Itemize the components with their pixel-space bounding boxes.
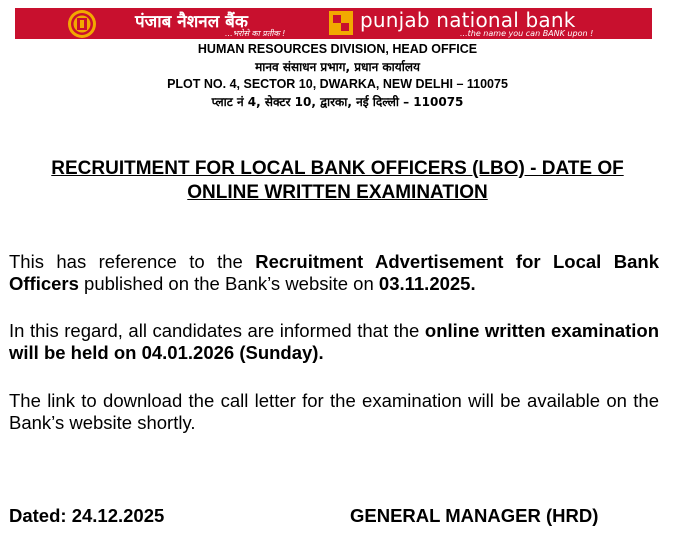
para2-text-a: In this regard, all candidates are informed that the	[9, 320, 425, 341]
dated-label: Dated: 24.12.2025	[9, 505, 165, 526]
para1-text-b: published on the Bank’s website on	[78, 273, 379, 294]
paragraph-exam-date	[9, 320, 659, 364]
tagline-hindi: ...भरोसे का प्रतीक !	[225, 29, 286, 38]
paragraph-call-letter: The link to download the call letter for the examination will be available on the Bank’s website shortly.	[9, 390, 659, 433]
bank-name-english: punjab national bank	[360, 8, 576, 32]
notice-title-line-2: ONLINE WRITTEN EXAMINATION	[187, 182, 488, 203]
pnb-emblem-icon	[67, 9, 97, 39]
office-address: PLOT NO. 4, SECTOR 10, DWARKA, NEW DELHI – 110075	[167, 77, 508, 91]
para1-advertisement-date: 03.11.2025.	[378, 273, 476, 294]
signatory: GENERAL MANAGER (HRD)	[350, 505, 599, 526]
office-address-block	[0, 41, 675, 111]
division-name-hindi: मानव संसाधन प्रभाग, प्रधान कार्यालय	[255, 59, 420, 74]
notice-footer	[9, 505, 659, 529]
para2-exam-date: online written examination will be held on 04.01.2026 (Sunday).	[9, 320, 660, 363]
notice-title-line-1: RECRUITMENT FOR LOCAL BANK OFFICERS (LBO) - DATE OF	[51, 158, 624, 179]
tagline-english: ...the name you can BANK upon !	[460, 29, 594, 38]
notice-title	[0, 157, 675, 205]
paragraph-reference	[9, 251, 659, 295]
bank-name-hindi: पंजाब नैशनल बैंक	[135, 12, 248, 32]
bank-header-banner	[15, 8, 652, 39]
pnb-logo-mark-icon	[329, 11, 353, 35]
division-name: HUMAN RESOURCES DIVISION, HEAD OFFICE	[197, 42, 478, 56]
para1-text-a: This has reference to the	[9, 251, 256, 272]
para1-advertisement-name: Recruitment Advertisement for Local Bank Officers	[9, 251, 659, 294]
office-address-hindi: प्लाट नं 4, सेक्टर 10, द्वारका, नई दिल्ली – 110075	[211, 94, 464, 109]
